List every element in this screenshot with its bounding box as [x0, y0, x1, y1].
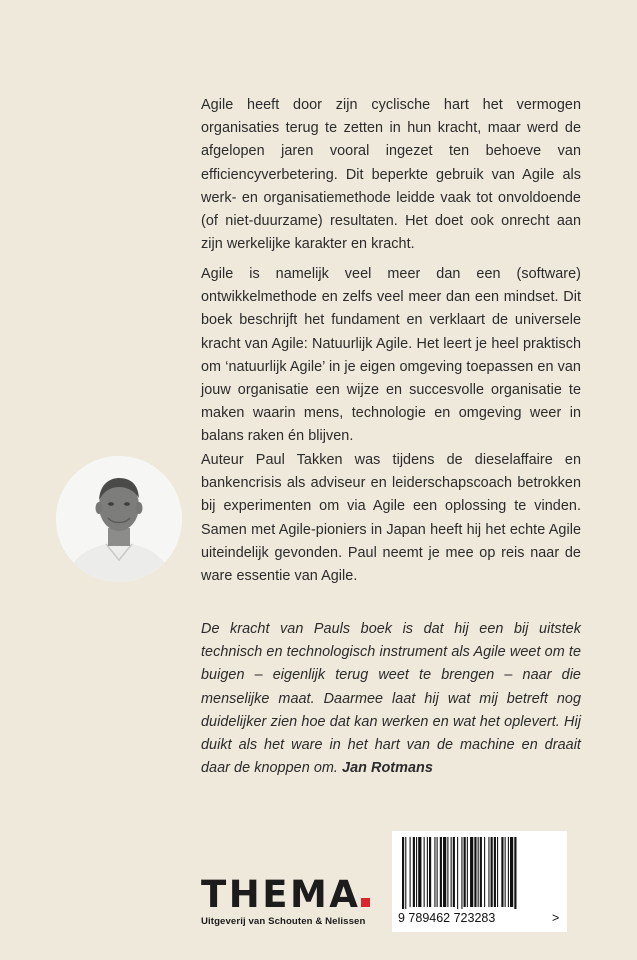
barcode-bar	[464, 837, 466, 907]
barcode-bar	[427, 837, 428, 907]
barcode-arrow: >	[552, 911, 560, 925]
publisher-logo	[201, 873, 391, 927]
logo-dot-icon	[361, 898, 370, 907]
barcode-digits: 9 789462 723283	[398, 911, 496, 925]
barcode-bar	[494, 837, 496, 907]
paragraph-text: Auteur Paul Takken was tijdens de dieselaffaire en bankencrisis als adviseur en leiderschapscoach betrokken bij experimenten om via Agile een oplossing te vinden. Samen met Agile-pioniers in Japan heeft hij het echte Agile uiteindelijk gevonden. Paul neemt je mee op reis naar de ware essentie van Agile.	[201, 452, 581, 585]
quote-author: Jan Rotmans	[342, 760, 433, 777]
barcode-bar	[514, 837, 516, 909]
quote-text: De kracht van Pauls boek is dat hij een bij uitstek technisch en technologisch instrument als Agile weet om te buigen – eigenlijk terug weet te brengen – naar die menselijke maat. Daarmee laat hij wat mij betreft nog duidelijker zien hoe dat kan werken en wat het oplevert. Hij duikt als het ware in het hart van de machine en draait daar de knoppen om.	[201, 621, 581, 777]
barcode-bar	[467, 837, 468, 907]
barcode-bar	[434, 837, 435, 907]
barcode-bar	[451, 837, 452, 907]
barcode-bar	[440, 837, 442, 907]
author-portrait	[56, 456, 182, 582]
barcode-bar	[470, 837, 473, 907]
barcode-bar	[413, 837, 415, 907]
barcode-bars-icon	[402, 837, 550, 909]
barcode-bar	[497, 837, 498, 907]
barcode-bar	[416, 837, 417, 907]
barcode-bar	[429, 837, 431, 907]
barcode-bar	[410, 837, 411, 907]
isbn-barcode	[392, 831, 567, 932]
barcode-bar	[453, 837, 455, 907]
barcode-bar	[405, 837, 406, 909]
endorsement-quote	[201, 618, 581, 780]
blurb-paragraph-1	[201, 94, 581, 256]
barcode-bar	[457, 837, 458, 909]
barcode-bar	[505, 837, 506, 907]
barcode-bar	[510, 837, 513, 907]
paragraph-text: Agile is namelijk veel meer dan een (software) ontwikkelmethode en zelfs veel meer dan een mindset. Dit boek beschrijft het fundament en verklaart de universele kracht van Agile: Natuurlijk Agile. Het leert je heel praktisch om ‘natuurlijk Agile’ in je eigen omgeving toepassen en van jouw organisatie een wijze en succesvolle organisatie te maken waarin mens, technologie en omgeving weer in balans raken én blijven.	[201, 266, 581, 445]
blurb-paragraph-2	[201, 263, 581, 449]
barcode-bar	[447, 837, 448, 907]
blurb-paragraph-3	[201, 449, 581, 588]
barcode-bar	[437, 837, 438, 907]
barcode-bar	[424, 837, 425, 907]
barcode-bar	[418, 837, 421, 907]
barcode-bar	[488, 837, 489, 907]
barcode-bar	[484, 837, 485, 907]
barcode-bar	[461, 837, 462, 909]
quote-paragraph	[201, 618, 581, 780]
person-silhouette-icon	[56, 456, 182, 582]
publisher-name: THEMA	[201, 873, 361, 916]
barcode-bar	[508, 837, 509, 907]
barcode-bar	[443, 837, 446, 907]
barcode-bar	[474, 837, 476, 907]
publisher-tagline: Uitgeverij van Schouten & Nelissen	[201, 916, 366, 927]
paragraph-text: Agile heeft door zijn cyclische hart het vermogen organisaties terug te zetten in hun kracht, maar werd de afgelopen jaren vooral ingezet ten behoeve van efficiencyverbetering. Dit beperkte gebruik van Agile als werk- en organisatiemethode leidde vaak tot onvoldoende (of niet-duurzame) resultaten. Het doet ook onrecht aan zijn werkelijke karakter en kracht.	[201, 97, 581, 253]
barcode-bar	[491, 837, 493, 907]
barcode-bar	[480, 837, 482, 907]
barcode-bar	[501, 837, 503, 907]
barcode-bar	[402, 837, 404, 909]
barcode-bar	[478, 837, 479, 907]
